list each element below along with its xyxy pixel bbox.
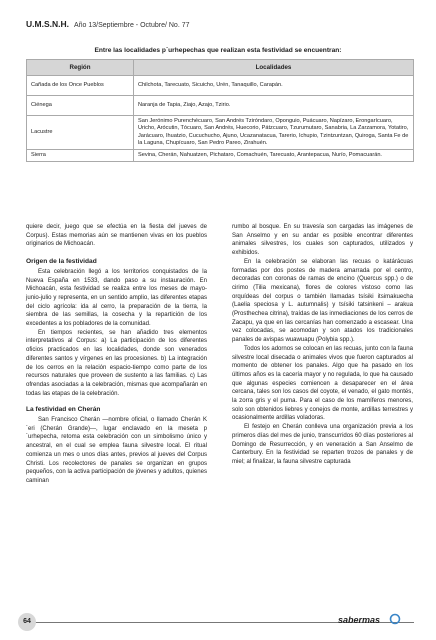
region-cell: Ciénega	[27, 96, 134, 116]
body-paragraph: Esta celebración llegó a los territorios conquistados de la Nueva España en 1533, dando paso a su instauración. En Michoacán, esta festividad se realiza entre los meses de mayo-junio-julio y representa, en un sentido amplio, las diferentes etapas del ciclo agrícola: ida al cerro, la preparación de la tierra, la siembra de las semillas, la cosecha y la repartición de los excedentes a los pobladores de la comunidad.	[26, 268, 207, 328]
region-cell: Lacustre	[27, 116, 134, 150]
page-number: 64	[18, 613, 36, 631]
body-paragraph: San Francisco Cherán —nombre oficial, o llamado Cherán K´eri (Cherán Grande)—, lugar enclavado en la meseta p´urhepecha, retoma esta celebración con un simbolismo único y ancestral, en el cual se emplea fauna silvestre local. El ritual comienza un mes o unos días antes, previos al jueves del Corpus Christi. Los recolectores de panales se organizan en grupos pequeños, con la activa participación de jóvenes y adultos, quienes caminan	[26, 417, 207, 484]
section-heading-origin: Origen de la festividad	[26, 258, 97, 266]
table-row	[27, 96, 414, 116]
localities-table	[26, 59, 414, 162]
institution-name: U.M.S.N.H.	[26, 19, 69, 29]
localities-cell: Sevina, Cherán, Nahuatzen, Pichataro, Comachuén, Tarecuato, Arantepacua, Nurío, Pomacuarán.	[134, 150, 414, 162]
body-paragraph: En la celebración se elaboran las recuas o katárácuas formadas por dos postes de madera amarrada por el centro, decoradas con coronas de ramas de encino (Quercus spp.) o de cirimo (Tilia mexicana), flores de colores vistoso como las orquídeas del corpus o también llamadas tsísiki itsimakuecha (Laelia speciosa y L. autumnalis) y tsísiki tatsinkeni – arakua (Prosthechea citrina), traídas de las inmediaciones de los cerros de Zacapu, ya que en las cercanías han comenzado a escasear. Una vez colocadas, se acomodan y son atados los tradicionales panales de avispas wuawuapu (Polybia spp.).	[232, 258, 413, 344]
body-paragraph: En tiempos recientes, se han añadido tres elementos interpretativos al Corpus: a) La participación de los diferentes oficios practicados en las localidades, donde son venerados diferentes santos y vírgenes en las procesiones. b) La integración de los cerros en la relación espacio-tiempo como parte de los recursos naturales que proveen de sustento a las familias. c) Las ofrendas asociadas a la celebración, mismas que acompañarán en todas las etapas de la celebración.	[26, 329, 207, 397]
magazine-logo: sabermas	[338, 615, 381, 625]
header-region: Región	[27, 60, 134, 76]
table-caption: Entre las localidades p´urhepechas que realizan esta festividad se encuentran:	[94, 47, 342, 54]
localities-cell: San Jerónimo Purenchécuaro, San Andrés Tziróndaro, Oponguio, Puácuaro, Napízaro, Erongarícuaro, Uricho, Arócutin, Tócuaro, San Andrés, Huecorio, Pátzcuaro, Tzurumutaro, Sanabria, La Zarzamora, Yotatiro, Jarácuaro, Ihuatzio, Cucuchucho, Ajuno, Ucazanatacua, Tarerio, Ichupio, Tzintzuntzan, Quiroga, Santa Fe de la Laguna, Chupícuaro, San Pedro Pareo, Zirahuén.	[134, 116, 414, 150]
issue-info: Año 13/Septiembre - Octubre/ No. 77	[73, 22, 190, 29]
logo-ring-icon	[389, 613, 401, 625]
section-heading-cheran: La festividad en Cherán	[26, 406, 101, 414]
header-localities: Localidades	[134, 60, 414, 76]
body-paragraph: quiere decir, juego que se efectúa en la fiesta del jueves de Corpus). Estas memorias aún se mantienen vivas en los pueblos originarios de Michoacán.	[26, 224, 207, 248]
table-header-row	[27, 60, 414, 76]
left-column	[26, 223, 207, 486]
table-row	[27, 116, 414, 150]
region-cell: Sierra	[27, 150, 134, 162]
body-paragraph: rumbo al bosque. En su travesía son cargadas las imágenes de San Anselmo y en su andar es posible encontrar diferentes animales silvestres, los cuales son capturados, utilizados y exhibidos.	[232, 224, 413, 257]
localities-cell: Chilchota, Tarecuato, Sicuicho, Urén, Tanaquillo, Carapán.	[134, 76, 414, 96]
running-header	[26, 19, 190, 29]
body-paragraph: Todos los adornos se colocan en las recuas, junto con la fauna silvestre local disecada o animales vivos que fueron capturados al momento de obtener los panales. Algo que ha pasado en los últimos años es la cacería mayor y no regulada, lo que ha causado que algunas especies comiencen a desaparecer en el área cercana, tales son los casos del coyote, el venado, el gato montés, la zorra gris y el puma. Para el caso de los mamíferos menores, solo son obtenidos liebres y conejos de monte, ardillas terrestres y ocasionalmente ardillas voladoras.	[232, 345, 413, 422]
localities-cell: Naranja de Tapia, Ziajo, Azajo, Tzirio.	[134, 96, 414, 116]
body-paragraph: El festejo en Cherán conlleva una organización previa a los primeros días del mes de junio, transcurridos 60 días posteriores al Domingo de Resurrección, y en veneración a San Anselmo de Canterbury. En la festividad se reparten trozos de panales y de miel; al finalizar, la fauna silvestre capturada	[232, 424, 413, 465]
right-column	[232, 223, 413, 467]
region-cell: Cañada de los Once Pueblos	[27, 76, 134, 96]
table-row	[27, 150, 414, 162]
table-row	[27, 76, 414, 96]
